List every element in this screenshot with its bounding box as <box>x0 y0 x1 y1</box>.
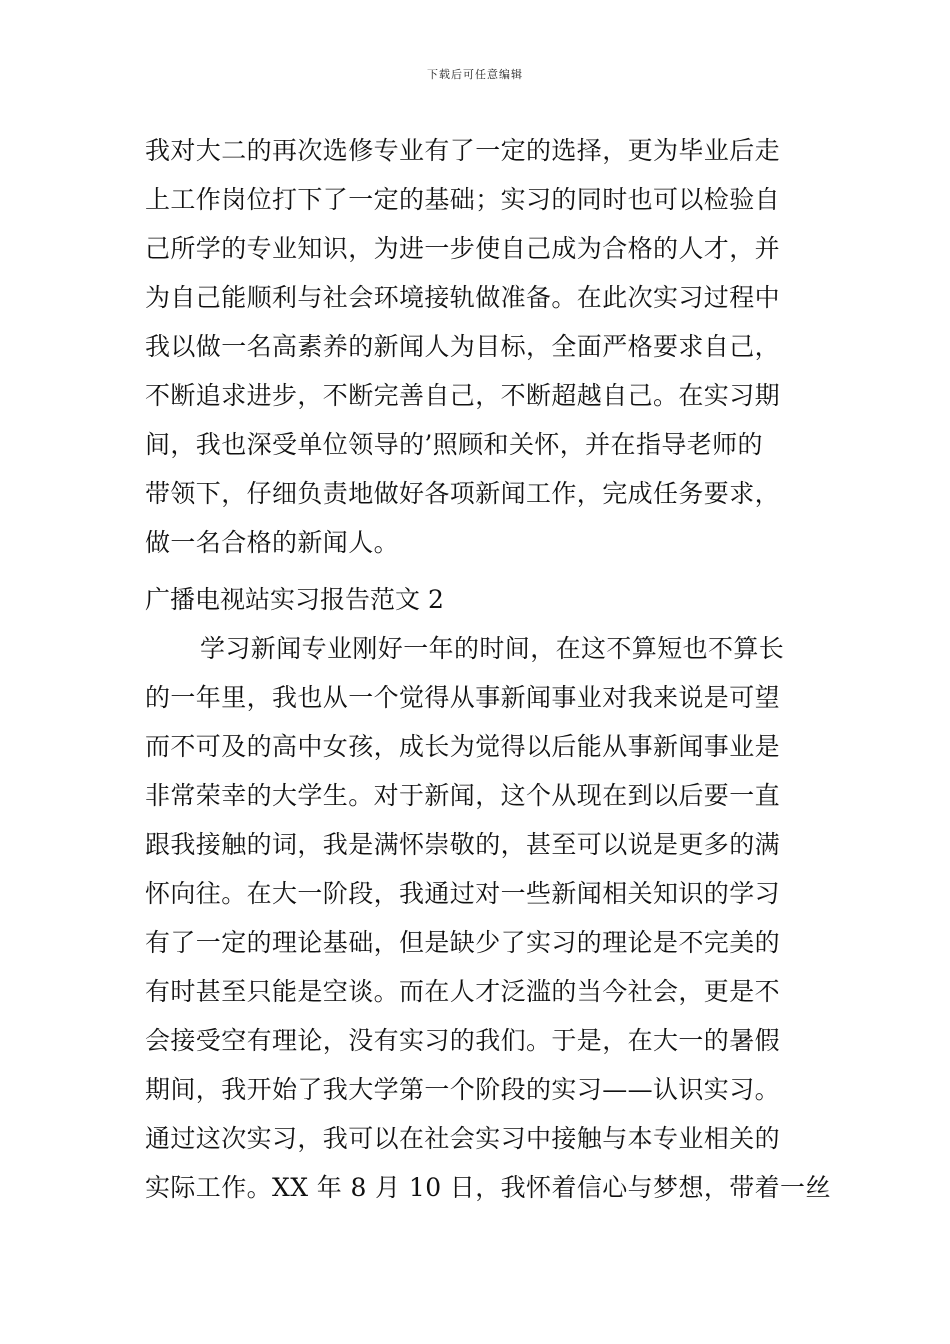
paragraph-line: 实际工作。XX 年 8 月 10 日，我怀着信心与梦想，带着一丝 <box>145 1173 831 1202</box>
paragraph-line: 我以做一名高素养的新闻人为目标，全面严格要求自己， <box>145 332 781 361</box>
paragraph-line: 非常荣幸的大学生。对于新闻，这个从现在到以后要一直 <box>145 781 781 810</box>
paragraph-line: 会接受空有理论，没有实习的我们。于是，在大一的暑假 <box>145 1026 781 1055</box>
paragraph-line: 带领下，仔细负责地做好各项新闻工作，完成任务要求， <box>145 479 781 508</box>
paragraph-line: 上工作岗位打下了一定的基础；实习的同时也可以检验自 <box>145 185 781 214</box>
paragraph-line: 不断追求进步，不断完善自己，不断超越自己。在实习期 <box>145 381 781 410</box>
paragraph-line: 有了一定的理论基础，但是缺少了实习的理论是不完美的 <box>145 928 781 957</box>
header-note: 下载后可任意编辑 <box>427 68 523 81</box>
paragraph-line: 学习新闻专业刚好一年的时间，在这不算短也不算长 <box>200 634 785 663</box>
paragraph-line: 跟我接触的词，我是满怀崇敬的，甚至可以说是更多的满 <box>145 830 781 859</box>
paragraph-line: 通过这次实习，我可以在社会实习中接触与本专业相关的 <box>145 1124 781 1153</box>
paragraph-2 <box>145 624 831 1212</box>
paragraph-line: 有时甚至只能是空谈。而在人才泛滥的当今社会，更是不 <box>145 977 781 1006</box>
paragraph-line: 的一年里，我也从一个觉得从事新闻事业对我来说是可望 <box>145 683 781 712</box>
paragraph-line: 怀向往。在大一阶段，我通过对一些新闻相关知识的学习 <box>145 879 781 908</box>
paragraph-line: 而不可及的高中女孩，成长为觉得以后能从事新闻事业是 <box>145 732 781 761</box>
paragraph-line: 为自己能顺利与社会环境接轨做准备。在此次实习过程中 <box>145 283 781 312</box>
paragraph-1 <box>145 126 807 567</box>
paragraph-line: 我对大二的再次选修专业有了一定的选择，更为毕业后走 <box>145 136 781 165</box>
paragraph-line: 己所学的专业知识，为进一步使自己成为合格的人才，并 <box>145 234 781 263</box>
paragraph-line: 做一名合格的新闻人。 <box>145 528 400 557</box>
paragraph-line: 期间，我开始了我大学第一个阶段的实习——认识实习。 <box>145 1075 781 1104</box>
section-heading: 广播电视站实习报告范文 2 <box>145 585 444 614</box>
paragraph-line: 间，我也深受单位领导的’照顾和关怀，并在指导老师的 <box>145 430 763 459</box>
